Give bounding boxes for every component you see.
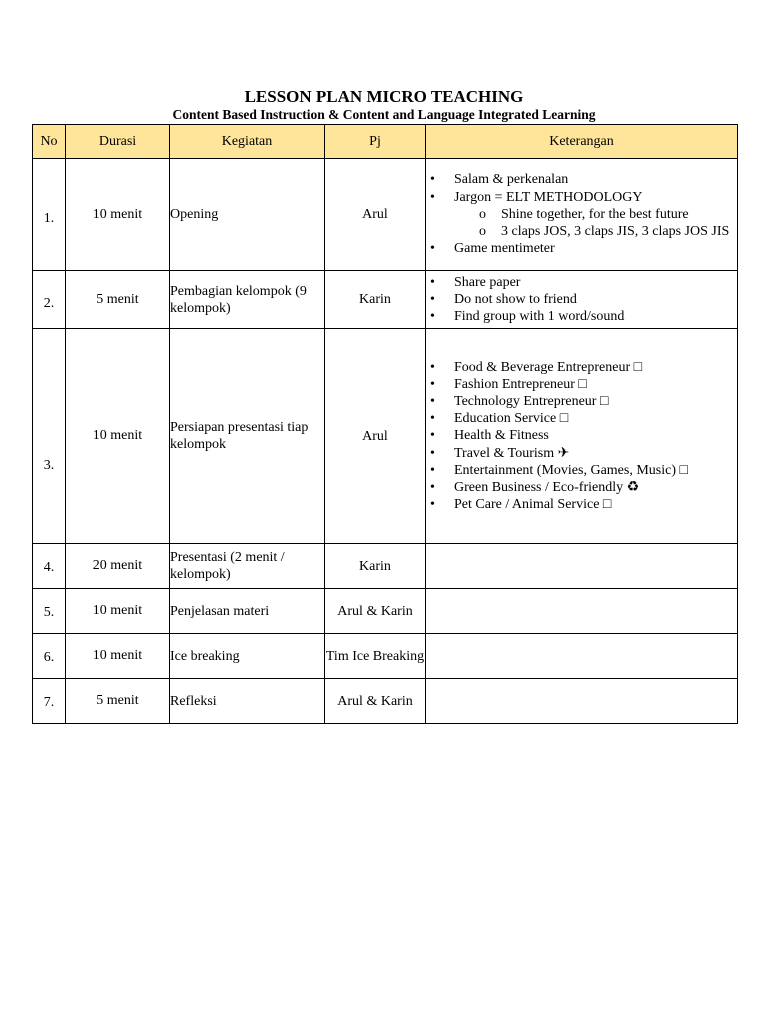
list-item: • Food & Beverage Entrepreneur □ xyxy=(426,359,737,376)
list-item: • Entertainment (Movies, Games, Music) □ xyxy=(426,462,737,479)
row-kegiatan: Presentasi (2 menit / kelompok) xyxy=(170,544,325,589)
sub-list-item: o 3 claps JOS, 3 claps JIS, 3 claps JOS JIS xyxy=(426,223,737,240)
list-item: • Do not show to friend xyxy=(426,291,737,308)
document-title: LESSON PLAN MICRO TEACHING xyxy=(244,87,524,106)
table-row xyxy=(33,329,738,544)
row-keterangan xyxy=(426,679,738,724)
row-pj: Tim Ice Breaking xyxy=(325,634,426,679)
row-keterangan xyxy=(426,271,738,329)
list-item: • Travel & Tourism ✈ xyxy=(426,445,737,462)
row-durasi: 10 menit xyxy=(66,634,170,679)
row-keterangan xyxy=(426,634,738,679)
table-row xyxy=(33,159,738,271)
row-durasi: 20 menit xyxy=(66,544,170,589)
row-keterangan xyxy=(426,159,738,271)
row-kegiatan: Opening xyxy=(170,159,325,271)
document-subtitle: Content Based Instruction & Content and Language Integrated Learning xyxy=(172,107,596,122)
list-item: • Game mentimeter xyxy=(426,240,737,257)
keterangan-sublist xyxy=(426,206,737,240)
list-item xyxy=(426,189,737,206)
list-item: • Technology Entrepreneur □ xyxy=(426,393,737,410)
row-pj: Arul xyxy=(325,159,426,271)
keterangan-list xyxy=(426,240,737,257)
row-no: 1. xyxy=(33,159,66,271)
keterangan-list xyxy=(426,359,737,514)
table-row xyxy=(33,634,738,679)
table-row xyxy=(33,271,738,329)
row-kegiatan: Refleksi xyxy=(170,679,325,724)
row-durasi: 5 menit xyxy=(66,271,170,329)
lesson-plan-table xyxy=(32,124,738,724)
keterangan-list xyxy=(426,274,737,326)
list-item: • Pet Care / Animal Service □ xyxy=(426,496,737,513)
row-no: 5. xyxy=(33,589,66,634)
keterangan-list xyxy=(426,171,737,205)
row-pj: Arul xyxy=(325,329,426,544)
header-no: No xyxy=(33,125,66,159)
row-no: 7. xyxy=(33,679,66,724)
list-item: • Education Service □ xyxy=(426,410,737,427)
row-durasi: 5 menit xyxy=(66,679,170,724)
row-kegiatan: Pembagian kelompok (9 kelompok) xyxy=(170,271,325,329)
row-durasi: 10 menit xyxy=(66,159,170,271)
list-item: • Share paper xyxy=(426,274,737,291)
row-kegiatan: Penjelasan materi xyxy=(170,589,325,634)
table-header-row xyxy=(33,125,738,159)
row-no: 6. xyxy=(33,634,66,679)
list-item: • Green Business / Eco-friendly ♻ xyxy=(426,479,737,496)
header-pj: Pj xyxy=(325,125,426,159)
row-keterangan xyxy=(426,589,738,634)
row-keterangan xyxy=(426,544,738,589)
row-durasi: 10 menit xyxy=(66,329,170,544)
row-kegiatan: Persiapan presentasi tiap kelompok xyxy=(170,329,325,544)
row-no: 4. xyxy=(33,544,66,589)
header-keterangan: Keterangan xyxy=(426,125,738,159)
row-no: 2. xyxy=(33,271,66,329)
row-pj: Arul & Karin xyxy=(325,679,426,724)
row-kegiatan: Ice breaking xyxy=(170,634,325,679)
sub-list-item: o Shine together, for the best future xyxy=(426,206,737,223)
row-keterangan xyxy=(426,329,738,544)
list-item-label: Jargon = ELT METHODOLOGY xyxy=(454,189,643,205)
list-item: • Health & Fitness xyxy=(426,427,737,444)
row-durasi: 10 menit xyxy=(66,589,170,634)
row-no: 3. xyxy=(33,329,66,544)
header-durasi: Durasi xyxy=(66,125,170,159)
row-pj: Karin xyxy=(325,271,426,329)
list-item: • Salam & perkenalan xyxy=(426,171,737,188)
header-kegiatan: Kegiatan xyxy=(170,125,325,159)
table-row xyxy=(33,544,738,589)
row-pj: Arul & Karin xyxy=(325,589,426,634)
table-row xyxy=(33,589,738,634)
table-row xyxy=(33,679,738,724)
list-item: • Fashion Entrepreneur □ xyxy=(426,376,737,393)
row-pj: Karin xyxy=(325,544,426,589)
list-item: • Find group with 1 word/sound xyxy=(426,308,737,325)
